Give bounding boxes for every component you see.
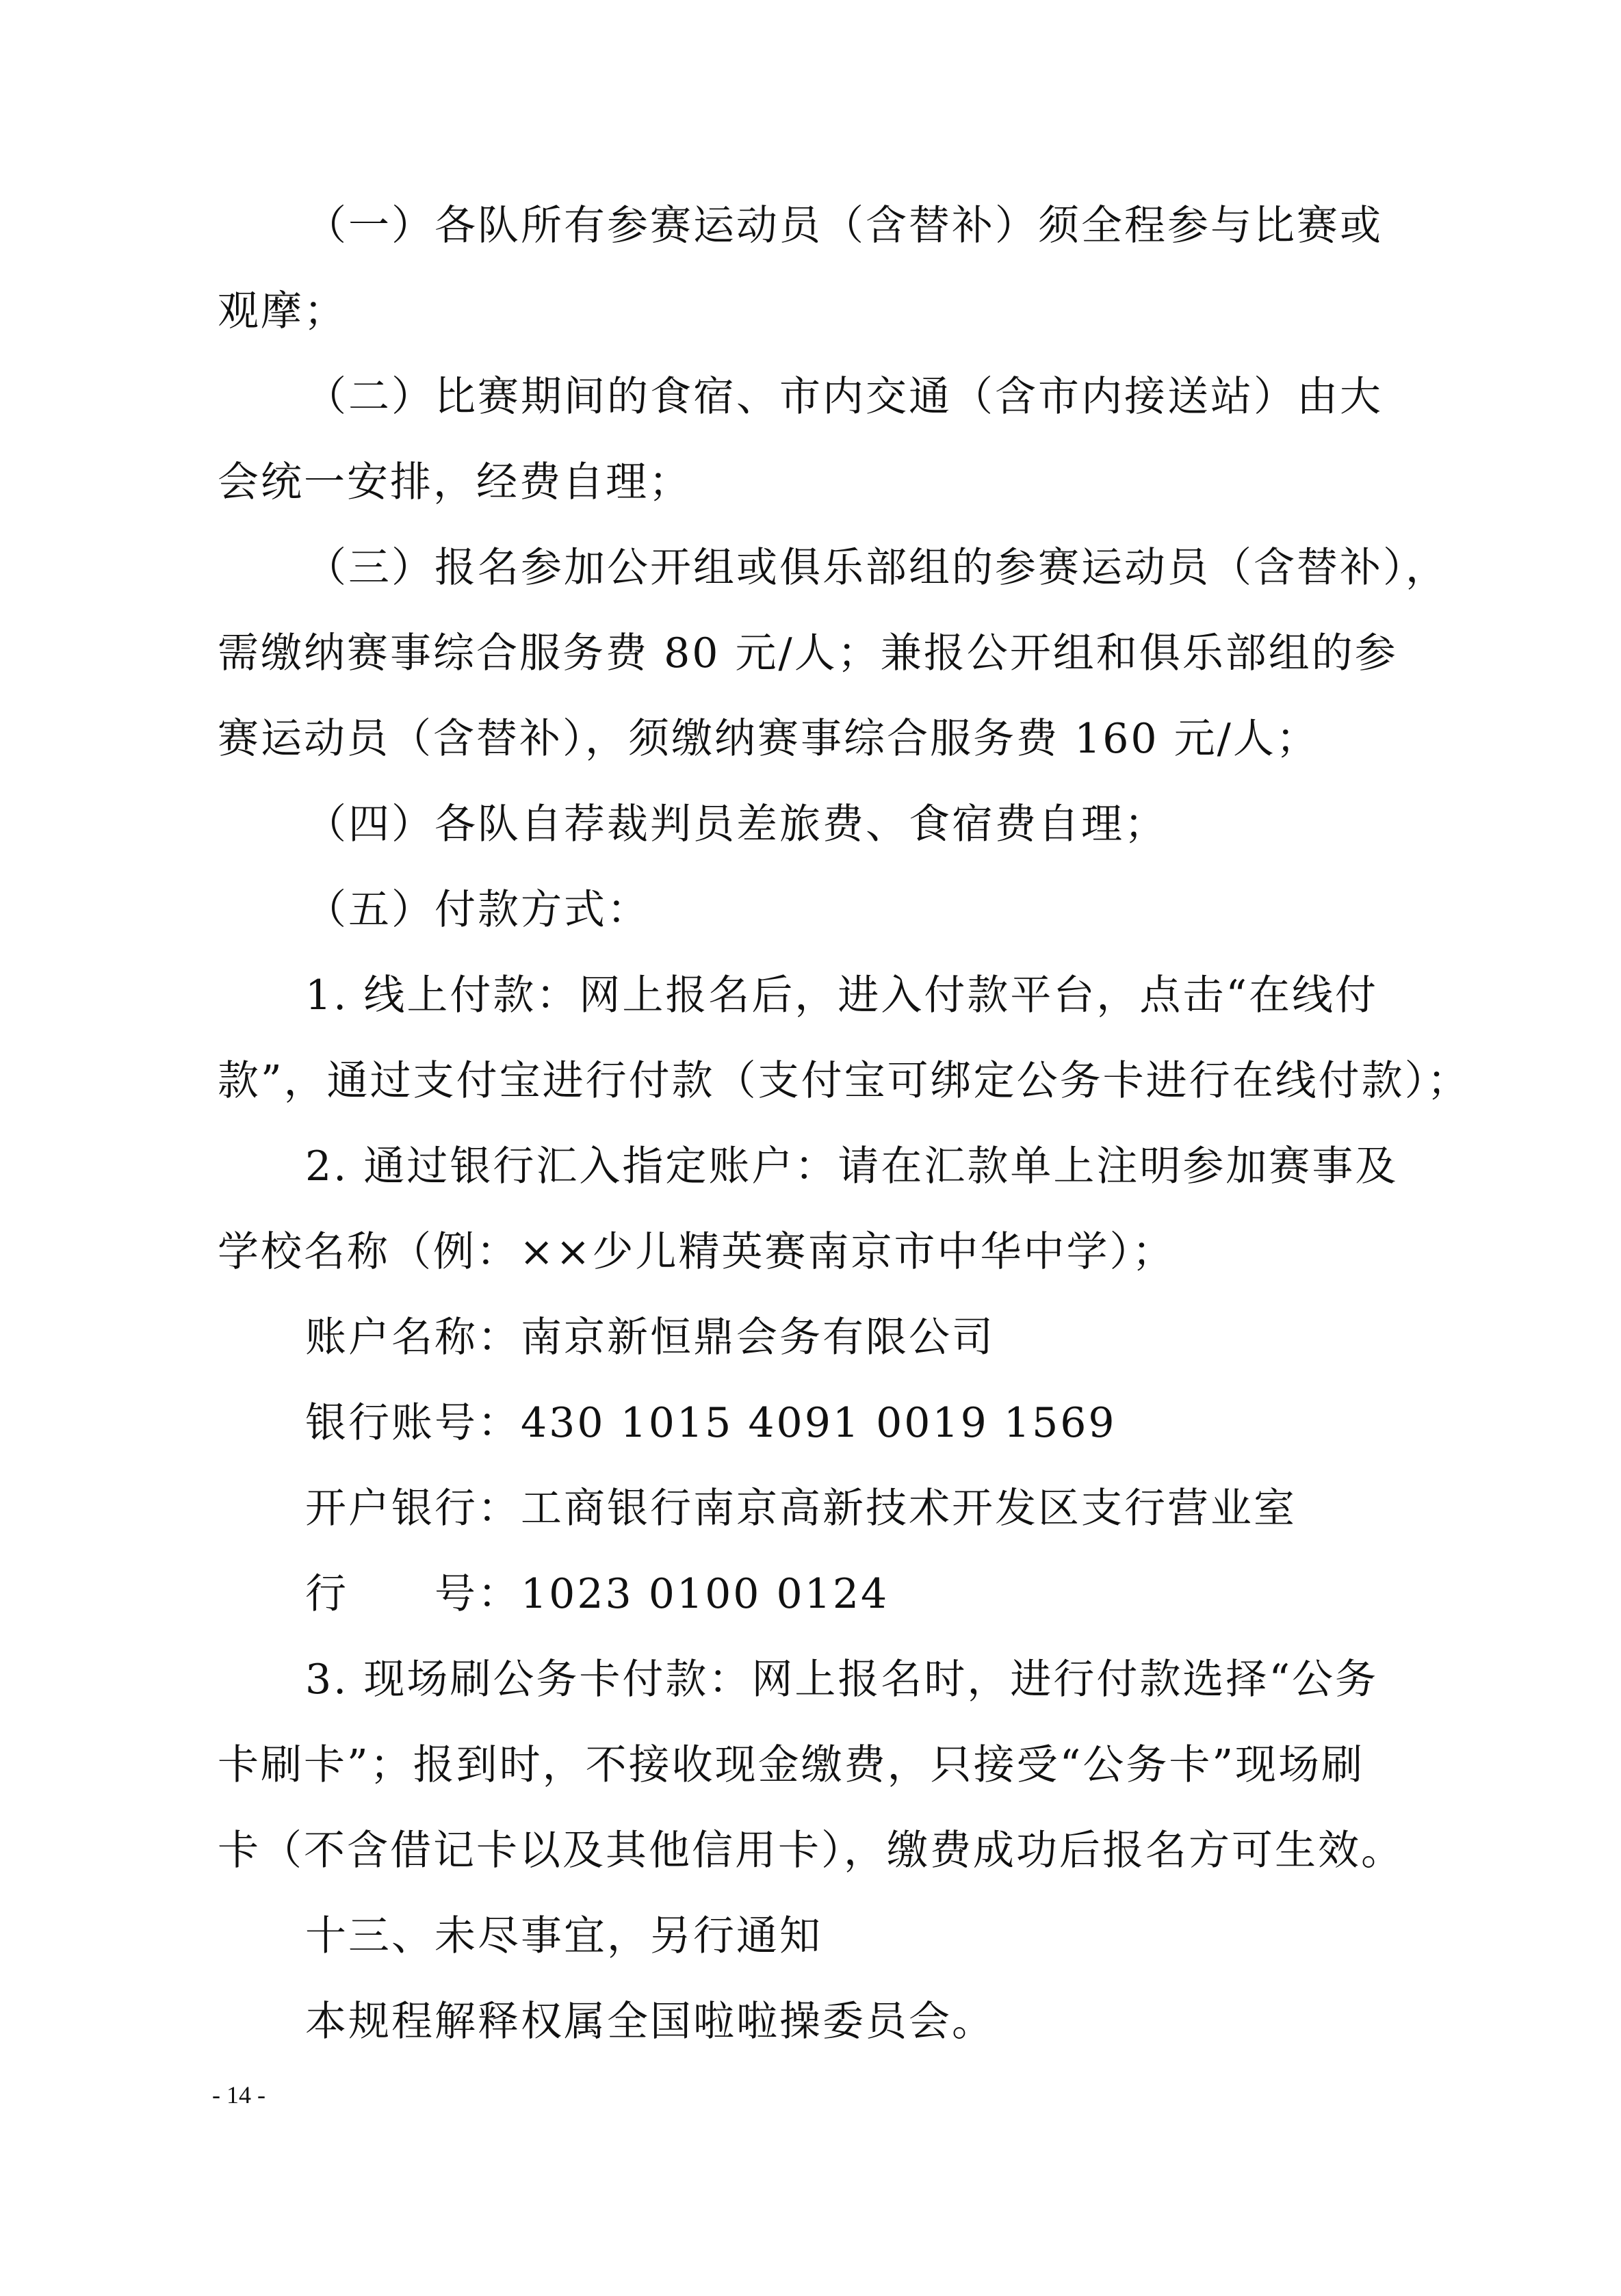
section-heading: 十三、未尽事宜，另行通知 xyxy=(305,1912,822,1960)
paragraph-line: 本规程解释权属全国啦啦操委员会。 xyxy=(305,1998,995,2046)
paragraph-line: （二）比赛期间的食宿、市内交通（含市内接送站）由大 xyxy=(305,373,1383,421)
paragraph-line: 1. 线上付款：网上报名后，进入付款平台，点击“在线付 xyxy=(305,971,1378,1019)
paragraph-line: （三）报名参加公开组或俱乐部组的参赛运动员（含替补）， xyxy=(305,544,1449,592)
paragraph-line: （一）各队所有参赛运动员（含替补）须全程参与比赛或 xyxy=(305,202,1383,250)
paragraph-line: （五）付款方式： xyxy=(305,886,650,934)
paragraph-line: 需缴纳赛事综合服务费 80 元/人；兼报公开组和俱乐部组的参 xyxy=(218,629,1398,677)
paragraph-line: 卡（不含借记卡以及其他信用卡），缴费成功后报名方可生效。 xyxy=(218,1827,1404,1875)
paragraph-line: 会统一安排，经费自理； xyxy=(218,458,692,506)
bank-code-line: 行 号：1023 0100 0124 xyxy=(305,1570,890,1618)
page-number: - 14 - xyxy=(212,2081,265,2109)
account-name-line: 账户名称：南京新恒鼎会务有限公司 xyxy=(305,1314,995,1361)
paragraph-line: 2. 通过银行汇入指定账户：请在汇款单上注明参加赛事及 xyxy=(305,1143,1399,1190)
paragraph-line: 观摩； xyxy=(218,287,347,335)
body-text xyxy=(218,183,1470,2065)
paragraph-line: 赛运动员（含替补），须缴纳赛事综合服务费 160 元/人； xyxy=(218,715,1319,763)
bank-account-number-line: 银行账号：430 1015 4091 0019 1569 xyxy=(305,1399,1117,1447)
paragraph-line: 款”，通过支付宝进行付款（支付宝可绑定公务卡进行在线付款）； xyxy=(218,1057,1470,1105)
paragraph-line: 3. 现场刷公务卡付款：网上报名时，进行付款选择“公务 xyxy=(305,1656,1378,1704)
paragraph-line: 学校名称（例：××少儿精英赛南京市中华中学）； xyxy=(218,1228,1176,1276)
opening-bank-line: 开户银行：工商银行南京高新技术开发区支行营业室 xyxy=(305,1485,1297,1532)
paragraph-line: （四）各队自荐裁判员差旅费、食宿费自理； xyxy=(305,800,1167,848)
paragraph-line: 卡刷卡”；报到时，不接收现金缴费，只接受“公务卡”现场刷 xyxy=(218,1741,1365,1789)
